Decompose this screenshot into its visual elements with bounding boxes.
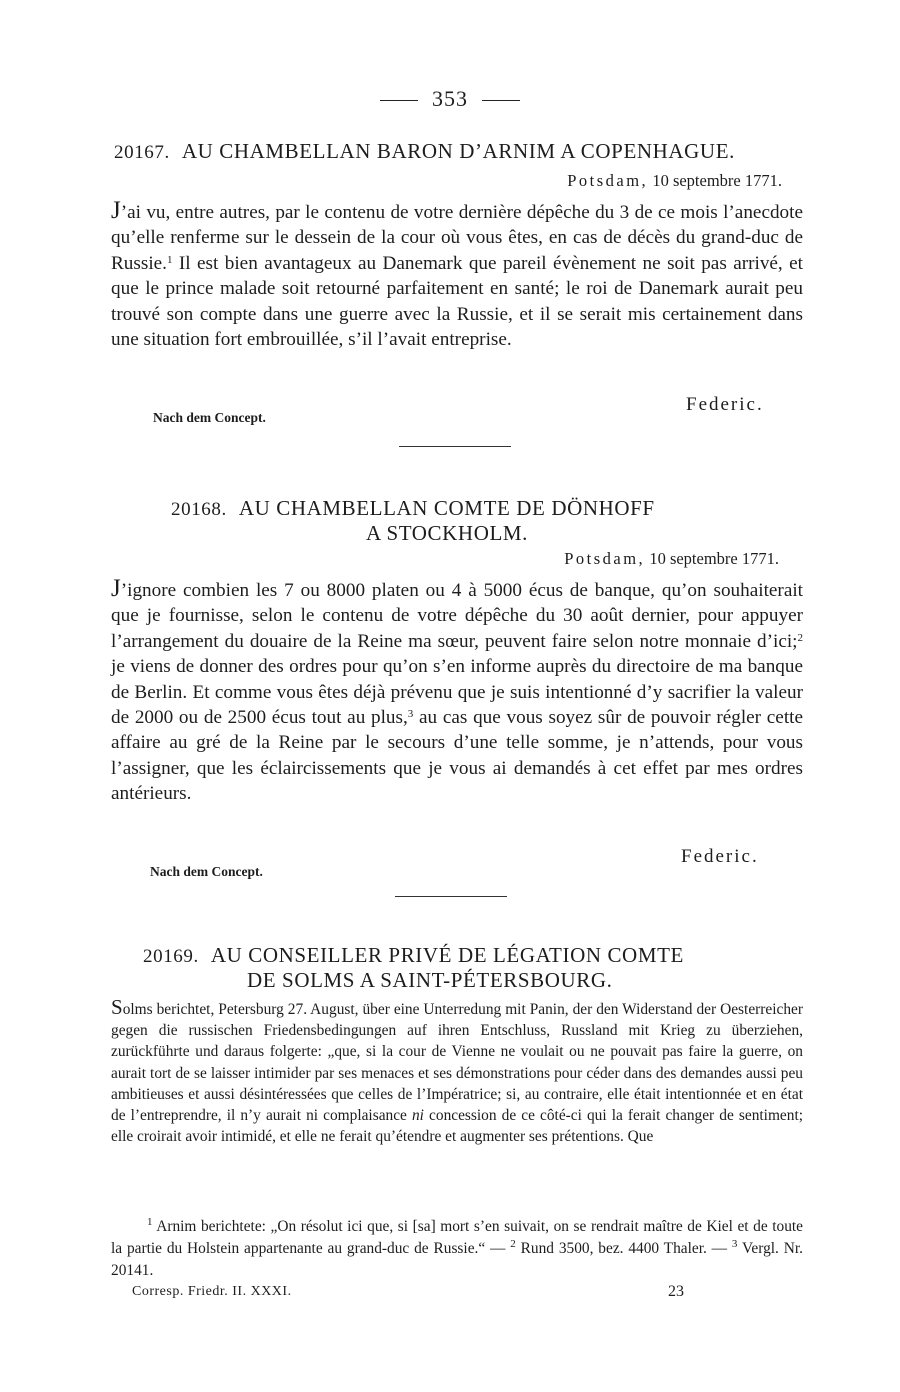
date-place: Potsdam, [564, 549, 646, 568]
date-text: 10 septembre 1771. [652, 171, 782, 190]
footnote-marker: 1 [147, 1216, 153, 1228]
body-text-italic: ni [411, 1107, 424, 1125]
footnote-marker: 3 [731, 1238, 738, 1250]
letter-number: 20167. [114, 142, 170, 163]
body-text-part: au cas que vous soyez sûr de pouvoir régler cette affaire au gré de la Reine par le secours d’une telle somme, je n’attends, pour vous l’assigner, que les éclaircissements que je vous ai demandés à cet effet par mes ordres antérieurs. [111, 707, 803, 805]
body-text-part: Il est bien avantageux au Danemark que pareil évènement ne soit pas arrivé, et que le prince malade soit retourné parfaitement en santé; le roi de Danemark aurait peu trouvé son compte dans une guerre avec la Russie, et il se serait mis certainement dans une situation fort embrouillée, s’il l’avait entreprise. [111, 252, 803, 351]
letter-title: AU CHAMBELLAN COMTE DE DÖNHOFF [238, 496, 655, 520]
letter-title: AU CONSEILLER PRIVÉ DE LÉGATION COMTE [210, 943, 684, 967]
page-number-dash-left [380, 100, 418, 101]
letter-title: AU CHAMBELLAN BARON D’ARNIM A COPENHAGUE. [181, 139, 735, 163]
letter-heading-line2-20169: DE SOLMS A SAINT-PÉTERSBOURG. [247, 968, 613, 992]
letter-summary-20169 [111, 997, 803, 1147]
page-number-text: 353 [432, 86, 468, 111]
letter-heading-20168 [171, 496, 655, 522]
source-note-20168: Nach dem Concept. [150, 864, 263, 879]
letter-dateline-20167 [567, 171, 782, 191]
section-divider [395, 896, 507, 897]
body-text-part: ’ignore combien les 7 ou 8000 platen ou 4 à 5000 écus de banque, qu’on souhaiterait que je fournisse, selon le contenu de votre dépêche du 30 août dernier, pour appuyer l’arrangement du douaire de la Reine ma sœur, peuvent faire selon notre monnaie d’ici; [111, 580, 803, 652]
letter-dateline-20168 [564, 549, 779, 569]
letter-number: 20168. [171, 499, 227, 520]
body-text-part: concession de ce côté-ci qui la ferait changer de sentiment; elle croirait avoir intimidé, et elle ne ferait qu’étendre et augmenter ses prétentions. Que [111, 1107, 803, 1146]
letter-heading-20169 [143, 943, 684, 969]
section-divider [399, 446, 511, 447]
body-text-part: ’ai vu, entre autres, par le contenu de votre dernière dépêche du 3 de ce mois l’anecdote qu’elle renferme sur le dessein de la cour où vous êtes, en cas de décès du grand-duc de Russie. [111, 202, 803, 274]
date-text: 10 septembre 1771. [649, 549, 779, 568]
footnote-reference: 2 [797, 631, 803, 644]
initial-letter: J [111, 575, 121, 602]
footnote-text: Rund 3500, bez. 4400 Thaler. — [515, 1240, 728, 1257]
footnote-marker: 2 [510, 1238, 516, 1250]
letter-body-20168 [111, 576, 803, 807]
letter-heading-line2-20168: A STOCKHOLM. [366, 521, 529, 545]
footer-sheet-number: 23 [668, 1283, 684, 1300]
footnote-reference: 3 [407, 708, 414, 721]
footnote-text: Vergl. Nr. 20141. [111, 1240, 803, 1279]
page-number-dash-right [482, 100, 520, 101]
initial-letter: J [111, 197, 121, 224]
date-place: Potsdam, [567, 171, 649, 190]
page-number [0, 86, 900, 112]
footnote-text: Arnim berichtete: „On résolut ici que, si [sa] mort s’en suivait, on se rendrait maître de Kiel et de toute la partie du Holstein appartenante au grand-duc de Russie.“ — [111, 1218, 803, 1257]
body-text-part: je viens de donner des ordres pour qu’on s’en informe auprès du directoire de ma banque de Berlin. Et comme vous êtes déjà prévenu que je suis intentionné d’y sacrifier la valeur de 2000 ou de 2500 écus tout au plus, [111, 656, 803, 729]
footnotes [111, 1216, 803, 1282]
signature-20167: Federic. [686, 394, 764, 415]
source-note-20167: Nach dem Concept. [153, 410, 266, 425]
footer-signature-mark: Corresp. Friedr. II. XXXI. [132, 1284, 292, 1299]
signature-20168: Federic. [681, 846, 759, 867]
initial-letter: S [111, 995, 123, 1019]
body-text-part: olms berichtet, Petersburg 27. August, über eine Unterredung mit Panin, der den Widerstand der Oesterreicher gegen die russischen Friedensbedingungen auf ihren Entschluss, Russland mit Krieg zu überziehen, zurückführte und daraus folgerte: „que, si la cour de Vienne ne voulait ou ne pouvait pas faire la guerre, on aurait tort de se laisser intimider par ses menaces et ses démonstrations pour céder dans des demandes aussi peu ambitieuses et aussi désintéressées que celles de l’Impératrice; si, au contraire, elle était intentionnée et en état de l’entreprendre, il n’y aurait ni complaisance [111, 1001, 803, 1125]
letter-heading-20167 [114, 139, 735, 165]
letter-number: 20169. [143, 946, 199, 967]
footnote-reference: 1 [166, 253, 173, 266]
letter-body-20167 [111, 198, 803, 352]
